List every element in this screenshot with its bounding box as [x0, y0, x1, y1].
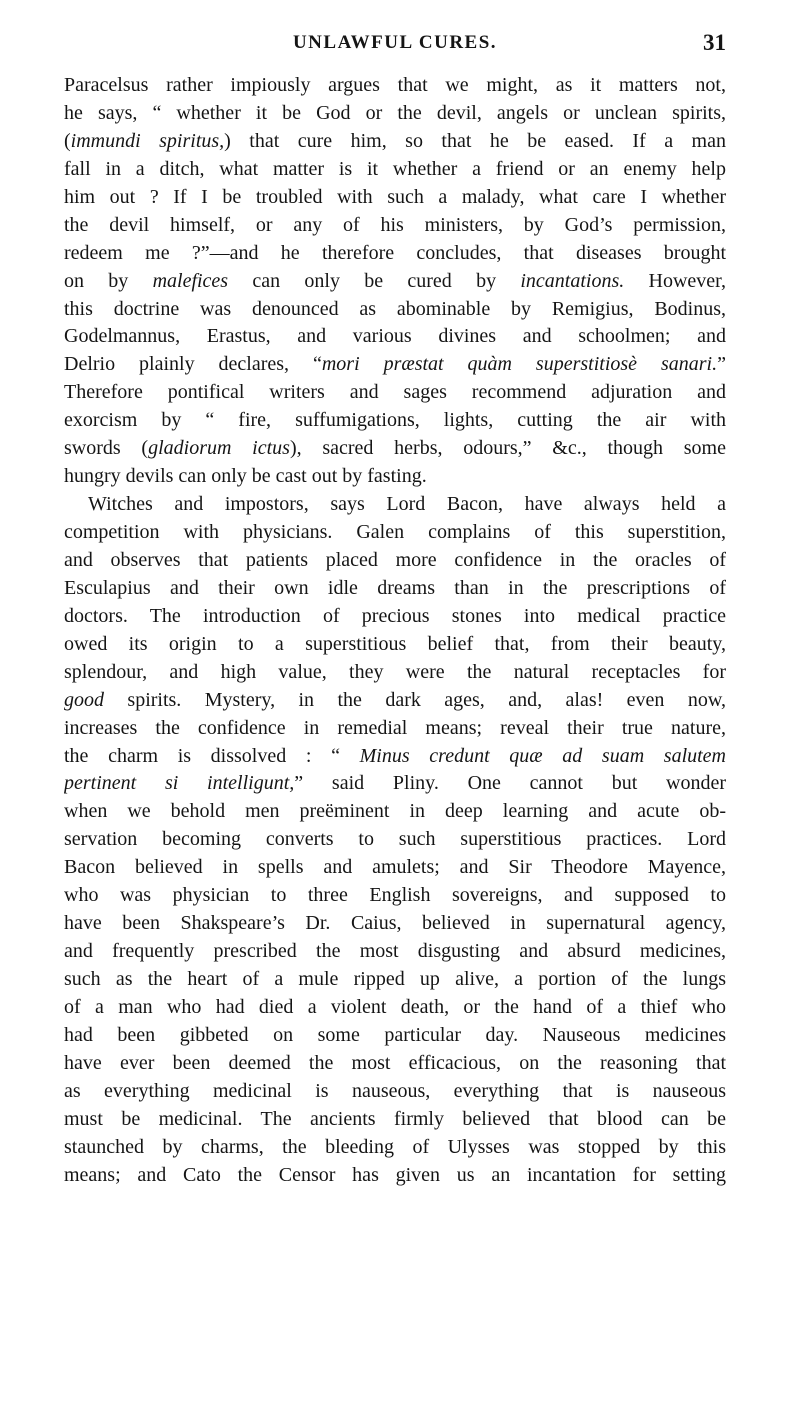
text-run: on by: [64, 269, 153, 292]
text-run: staunched by charms, the bleeding of Ulysses was stopped by this: [64, 1135, 726, 1158]
text-run: means; and Cato the Censor has given us an incantation for setting: [64, 1163, 726, 1186]
text-run: of a man who had died a violent death, or the hand of a thief who: [64, 995, 726, 1018]
italic-text: malefices: [152, 269, 229, 292]
text-line: [64, 296, 726, 324]
text-run: spirits. Mystery, in the dark ages, and, alas! even now,: [104, 688, 726, 711]
italic-text: gladiorum ictus: [148, 437, 290, 460]
text-line: [64, 882, 726, 910]
text-run: him out ? If I be troubled with such a malady, what care I whether: [64, 185, 726, 208]
text-run: and observes that patients placed more confidence in the oracles of: [64, 548, 726, 571]
text-run: competition with physicians. Galen complains of this superstition,: [64, 521, 726, 543]
text-run: hungry devils can only be cast out by fasting.: [64, 465, 427, 488]
text-run: have been Shakspeare’s Dr. Caius, believed in supernatural agency,: [64, 912, 726, 935]
text-line: [64, 631, 726, 659]
running-title: UNLAWFUL CURES.: [292, 32, 498, 53]
text-line: [64, 519, 726, 547]
italic-text: good: [64, 688, 104, 711]
text-run: he says, “ whether it be God or the devil, angels or unclean spirits,: [64, 101, 726, 124]
text-run: doctors. The introduction of precious stones into medical practice: [64, 604, 726, 627]
text-line: [64, 212, 726, 240]
text-line: [64, 240, 726, 268]
text-line: [64, 72, 726, 100]
text-run: the devil himself, or any of his ministers, by God’s permission,: [64, 213, 726, 236]
text-run: the charm is dissolved : “: [64, 744, 360, 767]
text-run: redeem me ?”—and he therefore concludes, that diseases brought: [64, 241, 726, 264]
text-run: swords (: [64, 437, 149, 460]
text-run: exorcism by “ fire, suffumigations, lights, cutting the air with: [64, 409, 726, 432]
text-line: [64, 379, 726, 407]
italic-text: incantations.: [520, 269, 625, 292]
text-line: [64, 184, 726, 212]
text-run: must be medicinal. The ancients firmly believed that blood can be: [64, 1107, 726, 1130]
page-number: 31: [703, 30, 726, 55]
text-run: Therefore pontifical writers and sages recommend adjuration and: [64, 381, 726, 404]
text-run: (: [64, 129, 71, 152]
text-run: ), sacred herbs, odours,” &c., though some: [289, 437, 726, 460]
text-run: can only be cured by: [228, 269, 521, 292]
text-line: [64, 156, 726, 184]
text-line: [64, 407, 726, 435]
text-run: However,: [624, 269, 726, 292]
text-run: had been gibbeted on some particular day. Nauseous medicines: [64, 1023, 726, 1046]
text-line: [64, 100, 726, 128]
text-line: [64, 575, 726, 603]
text-line: [64, 910, 726, 938]
text-line: [64, 351, 726, 379]
text-run: Bacon believed in spells and amulets; and Sir Theodore Mayence,: [64, 856, 726, 879]
text-run: when we behold men preëminent in deep learning and acute ob-: [64, 800, 726, 823]
text-run: as everything medicinal is nauseous, everything that is nauseous: [64, 1079, 726, 1102]
text-line: [64, 966, 726, 994]
text-line: [64, 1134, 726, 1162]
text-run: fall in a ditch, what matter is it whether a friend or an enemy help: [64, 157, 726, 180]
italic-text: immundi spiritus,: [70, 129, 225, 152]
text-run: ”: [717, 353, 726, 376]
italic-text: pertinent si intelligunt,: [64, 772, 295, 795]
text-run: ) that cure him, so that he be eased. If a man: [224, 129, 726, 152]
text-line: [64, 323, 726, 351]
text-run: who was physician to three English sovereigns, and supposed to: [64, 884, 726, 907]
text-line: [64, 268, 726, 296]
text-line: [64, 854, 726, 882]
text-run: Delrio plainly declares, “: [64, 353, 322, 376]
text-run: Paracelsus rather impiously argues that we might, as it matters not,: [64, 74, 726, 96]
text-line: [64, 435, 726, 463]
text-run: Witches and impostors, says Lord Bacon, have always held a: [88, 493, 726, 516]
running-head: [64, 30, 726, 58]
text-line: [64, 743, 726, 771]
text-line: [64, 463, 726, 491]
text-line: [64, 547, 726, 575]
text-run: Esculapius and their own idle dreams than in the prescriptions of: [64, 576, 726, 599]
text-line: [64, 994, 726, 1022]
text-run: this doctrine was denounced as abominable by Remigius, Bodinus,: [64, 297, 726, 320]
text-line: [64, 798, 726, 826]
text-line: [64, 938, 726, 966]
text-line: [64, 1022, 726, 1050]
text-line: [64, 491, 726, 519]
text-line: [64, 770, 726, 798]
text-line: [64, 128, 726, 156]
text-run: splendour, and high value, they were the natural receptacles for: [64, 660, 726, 683]
text-run: ” said Pliny. One cannot but wonder: [294, 772, 726, 795]
text-run: Godelmannus, Erastus, and various divines and schoolmen; and: [64, 325, 726, 348]
text-run: such as the heart of a mule ripped up alive, a portion of the lungs: [64, 968, 726, 990]
italic-text: Minus credunt quæ ad suam salutem: [359, 744, 726, 767]
text-run: servation becoming converts to such superstitious practices. Lord: [64, 828, 726, 851]
text-line: [64, 715, 726, 743]
text-run: and frequently prescribed the most disgusting and absurd medicines,: [64, 940, 726, 963]
text-line: [64, 1106, 726, 1134]
body-text: [64, 72, 726, 1190]
text-line: [64, 1078, 726, 1106]
text-run: owed its origin to a superstitious belief that, from their beauty,: [64, 632, 726, 655]
text-line: [64, 687, 726, 715]
text-line: [64, 1162, 726, 1190]
text-line: [64, 826, 726, 854]
text-run: increases the confidence in remedial means; reveal their true nature,: [64, 716, 726, 739]
text-line: [64, 603, 726, 631]
text-run: have ever been deemed the most efficacious, on the reasoning that: [64, 1051, 726, 1074]
text-line: [64, 1050, 726, 1078]
italic-text: mori præstat quàm superstitiosè sanari.: [321, 353, 718, 376]
text-line: [64, 659, 726, 687]
